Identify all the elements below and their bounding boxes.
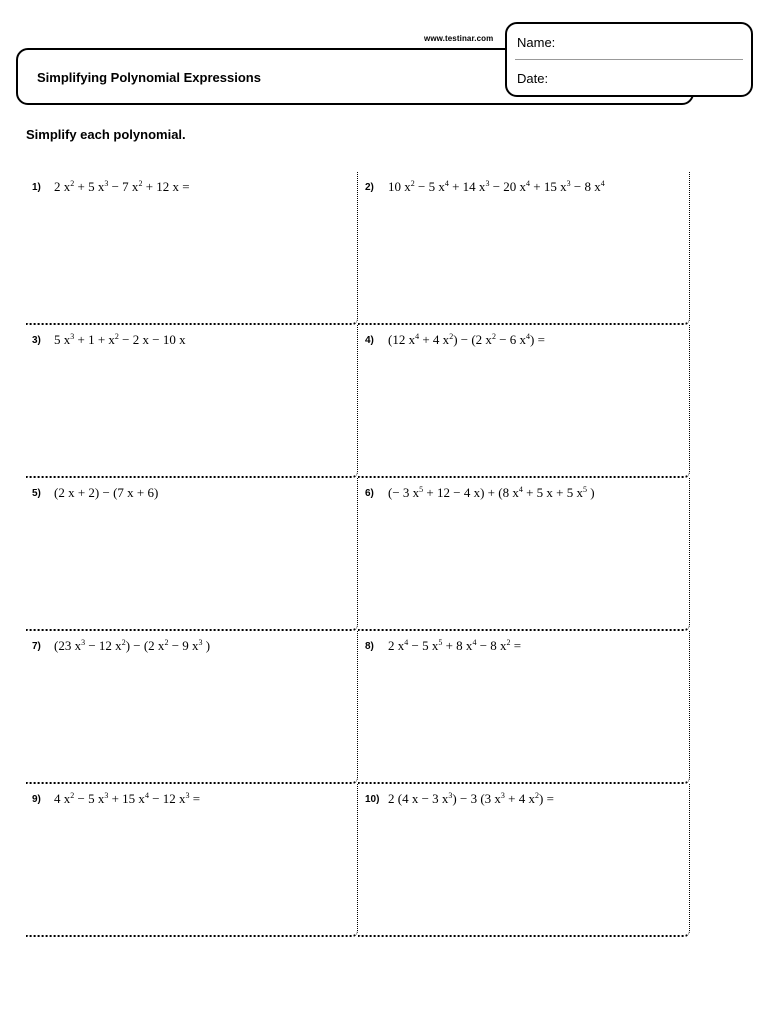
exponent: 3 <box>185 791 190 800</box>
exponent: 3 <box>104 179 109 188</box>
exponent: 2 <box>121 638 126 647</box>
problem-cell <box>358 325 690 478</box>
exponent: 3 <box>70 332 75 341</box>
expression-term: 4 x <box>54 791 71 806</box>
problem-number: 9) <box>32 794 41 805</box>
exponent: 3 <box>81 638 86 647</box>
expression-term: + 4 x <box>504 791 536 806</box>
exponent: 3 <box>198 638 203 647</box>
expression-term: (− 3 x <box>388 485 420 500</box>
expression-term: − 8 x <box>570 179 601 194</box>
expression-term: + 12 − 4 x) + (8 x <box>423 485 519 500</box>
exponent: 4 <box>415 332 420 341</box>
problem-expression <box>54 179 190 195</box>
expression-term: + 4 x <box>419 332 450 347</box>
problem-cell <box>358 631 690 784</box>
exponent: 3 <box>485 179 490 188</box>
expression-term: = <box>189 791 201 806</box>
name-date-box <box>505 22 753 97</box>
name-divider <box>515 59 743 60</box>
expression-term: − 2 x − 10 x <box>118 332 186 347</box>
expression-term: + 14 x <box>448 179 486 194</box>
expression-term: − 8 x <box>476 638 507 653</box>
exponent: 2 <box>70 179 75 188</box>
expression-term: + 8 x <box>442 638 473 653</box>
problem-cell <box>358 784 690 937</box>
problem-cell <box>358 478 690 631</box>
expression-term: − 20 x <box>489 179 527 194</box>
problem-expression <box>388 179 605 195</box>
expression-term: − 12 x <box>148 791 186 806</box>
expression-term: + 5 x <box>74 179 105 194</box>
exponent: 4 <box>404 638 409 647</box>
exponent: 4 <box>526 332 531 341</box>
expression-term: ) = <box>530 332 545 347</box>
problem-expression <box>54 638 210 654</box>
expression-term: + 5 x + 5 x <box>522 485 583 500</box>
exponent: 2 <box>506 638 511 647</box>
problem-number: 3) <box>32 335 41 346</box>
problem-cell <box>26 325 358 478</box>
expression-term: 2 (4 x − 3 x <box>388 791 449 806</box>
expression-term: ) <box>587 485 595 500</box>
exponent: 5 <box>438 638 443 647</box>
exponent: 3 <box>448 791 453 800</box>
problem-number: 4) <box>365 335 374 346</box>
exponent: 4 <box>444 179 449 188</box>
expression-term: ) − 3 (3 x <box>452 791 501 806</box>
exponent: 2 <box>491 332 496 341</box>
exponent: 4 <box>144 791 149 800</box>
exponent: 5 <box>419 485 424 494</box>
expression-term: ) − (2 x <box>125 638 165 653</box>
problem-number: 10) <box>365 794 380 805</box>
exponent: 3 <box>566 179 571 188</box>
exponent: 3 <box>500 791 505 800</box>
expression-term: − 5 x <box>414 179 445 194</box>
exponent: 2 <box>138 179 143 188</box>
expression-term: ) = <box>539 791 554 806</box>
worksheet-title: Simplifying Polynomial Expressions <box>37 70 261 85</box>
expression-term: − 7 x <box>108 179 139 194</box>
problem-expression <box>388 332 545 348</box>
problem-number: 6) <box>365 488 374 499</box>
problem-expression <box>54 332 186 348</box>
problem-expression <box>388 791 554 807</box>
expression-term: − 5 x <box>408 638 439 653</box>
problem-number: 8) <box>365 641 374 652</box>
expression-term: + 12 x = <box>142 179 190 194</box>
problem-cell <box>358 172 690 325</box>
problem-cell <box>26 172 358 325</box>
problem-number: 1) <box>32 182 41 193</box>
exponent: 2 <box>70 791 75 800</box>
expression-term: (2 x + 2) − (7 x + 6) <box>54 485 159 500</box>
expression-term: − 5 x <box>74 791 105 806</box>
problem-number: 2) <box>365 182 374 193</box>
expression-term: 2 x <box>54 179 71 194</box>
problem-cell <box>26 784 358 937</box>
name-label: Name: <box>517 35 556 50</box>
exponent: 3 <box>104 791 109 800</box>
exponent: 4 <box>600 179 605 188</box>
exponent: 2 <box>164 638 169 647</box>
expression-term: 2 x <box>388 638 405 653</box>
exponent: 2 <box>535 791 540 800</box>
expression-term: + 15 x <box>108 791 145 806</box>
exponent: 2 <box>410 179 415 188</box>
problem-expression <box>54 485 158 501</box>
expression-term: − 12 x <box>85 638 122 653</box>
exponent: 2 <box>114 332 119 341</box>
exponent: 4 <box>518 485 523 494</box>
expression-term: − 6 x <box>495 332 527 347</box>
problem-expression <box>388 638 521 654</box>
website-url: www.testinar.com <box>424 34 494 43</box>
exponent: 4 <box>472 638 477 647</box>
instructions: Simplify each polynomial. <box>26 127 186 142</box>
expression-term: (12 x <box>388 332 416 347</box>
exponent: 4 <box>526 179 531 188</box>
problem-number: 7) <box>32 641 41 652</box>
problem-cell <box>26 478 358 631</box>
exponent: 5 <box>583 485 587 494</box>
expression-term: 5 x <box>54 332 71 347</box>
expression-term: ) − (2 x <box>453 332 492 347</box>
expression-term: (23 x <box>54 638 82 653</box>
expression-term: 10 x <box>388 179 411 194</box>
problem-expression <box>388 485 595 501</box>
problem-number: 5) <box>32 488 41 499</box>
problem-expression <box>54 791 200 807</box>
expression-term: + 1 + x <box>74 332 115 347</box>
expression-term: = <box>510 638 522 653</box>
expression-term: + 15 x <box>530 179 567 194</box>
date-label: Date: <box>517 71 549 86</box>
exponent: 2 <box>449 332 454 341</box>
expression-term: ) <box>202 638 211 653</box>
problem-cell <box>26 631 358 784</box>
expression-term: − 9 x <box>168 638 199 653</box>
